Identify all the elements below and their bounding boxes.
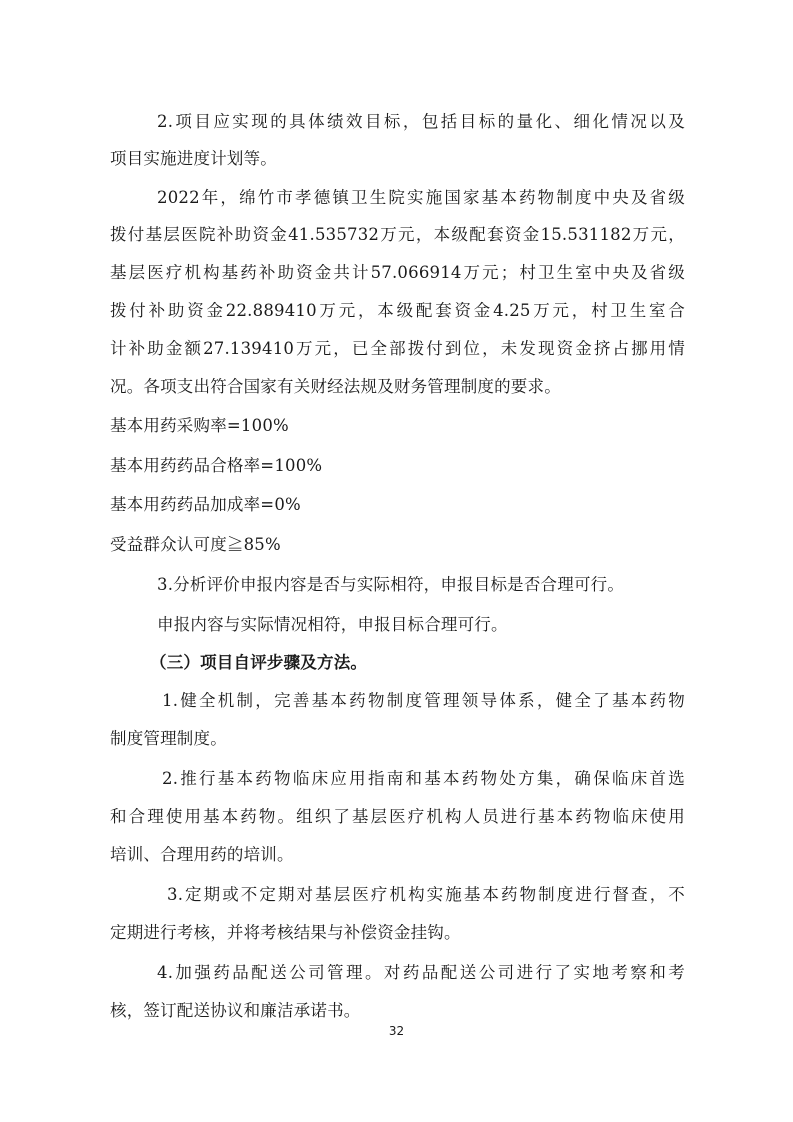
paragraph-line: 核，签订配送协议和廉洁承诺书。 <box>110 1001 361 1020</box>
section-heading: （三）项目自评步骤及方法。 <box>150 653 368 672</box>
paragraph-line: 2.推行基本药物临床应用指南和基本药物处方集，确保临床首选 <box>162 769 685 788</box>
paragraph-line: 2022年，绵竹市孝德镇卫生院实施国家基本药物制度中央及省级 <box>157 188 685 207</box>
paragraph-line: 和合理使用基本药物。组织了基层医疗机构人员进行基本药物临床使用 <box>110 807 685 826</box>
indicator-line: 基本用药药品加成率=0% <box>110 495 301 514</box>
paragraph-line: 拨付补助资金22.889410万元，本级配套资金4.25万元，村卫生室合 <box>110 301 685 320</box>
paragraph-line: 项目实施进度计划等。 <box>110 149 277 168</box>
paragraph-line: 计补助金额27.139410万元，已全部拨付到位，未发现资金挤占挪用情 <box>110 339 685 358</box>
paragraph-line: 4.加强药品配送公司管理。对药品配送公司进行了实地考察和考 <box>157 963 685 982</box>
paragraph-line: 申报内容与实际情况相符，申报目标合理可行。 <box>157 615 508 634</box>
paragraph-line: 1.健全机制，完善基本药物制度管理领导体系，健全了基本药物 <box>162 691 685 710</box>
paragraph-line: 培训、合理用药的培训。 <box>110 845 294 864</box>
paragraph-line: 定期进行考核，并将考核结果与补偿资金挂钩。 <box>110 923 461 942</box>
paragraph-line: 拨付基层医院补助资金41.535732万元，本级配套资金15.531182万元， <box>110 225 685 244</box>
page-number: 32 <box>388 1024 405 1038</box>
indicator-line: 受益群众认可度≧85% <box>110 535 281 554</box>
paragraph-line: 2.项目应实现的具体绩效目标，包括目标的量化、细化情况以及 <box>157 112 685 131</box>
paragraph-line: 3.定期或不定期对基层医疗机构实施基本药物制度进行督查，不 <box>167 885 685 904</box>
indicator-line: 基本用药药品合格率=100% <box>110 456 323 475</box>
paragraph-line: 制度管理制度。 <box>110 729 227 748</box>
paragraph-line: 况。各项支出符合国家有关财经法规及财务管理制度的要求。 <box>110 377 561 396</box>
indicator-line: 基本用药采购率=100% <box>110 416 289 435</box>
paragraph-line: 3.分析评价申报内容是否与实际相符，申报目标是否合理可行。 <box>157 575 625 594</box>
paragraph-line: 基层医疗机构基药补助资金共计57.066914万元；村卫生室中央及省级 <box>110 263 685 282</box>
